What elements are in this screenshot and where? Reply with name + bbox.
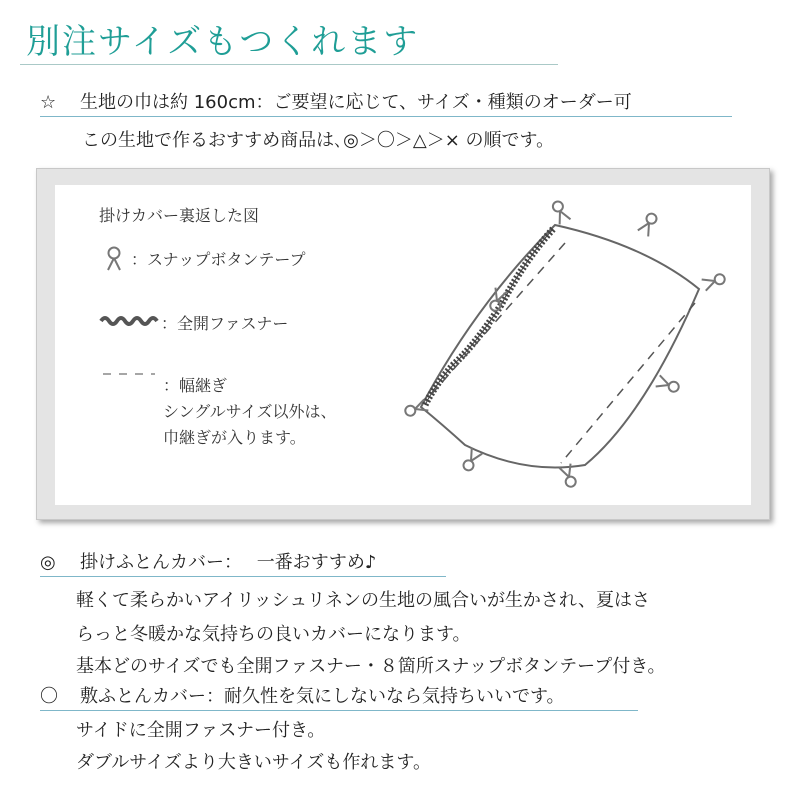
snap-button-icon <box>638 211 659 236</box>
item-heading-text-2: 敷ふとんカバー：耐久性を気にしないなら気持ちいいです。 <box>80 686 565 707</box>
duvet-cover-illustration <box>55 185 751 505</box>
intro-underline <box>40 116 732 117</box>
intro-line-2: この生地で作るおすすめ商品は､◎＞〇＞△＞× の順です。 <box>82 130 555 151</box>
item-text: サイドに全開ファスナー付き。 <box>76 720 326 741</box>
item-heading-1 <box>40 548 376 574</box>
diagram-canvas <box>55 185 751 505</box>
snap-button-icon <box>550 199 570 224</box>
seam-note-line-2: 巾継ぎが入ります。 <box>163 428 306 447</box>
star-icon: ☆ <box>40 92 57 113</box>
item-text: 基本どのサイズでも全開ファスナー・８箇所スナップボタンテープ付き。 <box>76 656 666 677</box>
item-text: らっと冬暖かな気持ちの良いカバーになります。 <box>76 624 471 645</box>
cover-outline <box>421 225 699 468</box>
zipper-legend-label: ：全開ファスナー <box>161 314 289 333</box>
item-underline-2 <box>40 710 638 711</box>
title-divider <box>20 64 558 65</box>
item-text: ダブルサイズより大きいサイズも作れます。 <box>76 752 431 773</box>
page-title: 別注サイズもつくれます <box>26 22 420 62</box>
snap-button-icon <box>656 375 681 394</box>
diagram-panel <box>36 168 770 520</box>
circle-icon: 〇 <box>40 686 58 707</box>
snap-legend-label: ：スナップボタンテープ <box>131 250 306 269</box>
item-heading-text-1: 掛けふとんカバー： 一番おすすめ♪ <box>80 552 377 573</box>
intro-line-1 <box>40 88 632 114</box>
item-underline-1 <box>40 576 446 577</box>
item-text: 軽くて柔らかいアイリッシュリネンの生地の風合いが生かされ、夏はさ <box>76 590 651 611</box>
diagram-caption: 掛けカバー裏返した図 <box>99 206 260 225</box>
seam-legend-label: ：幅継ぎ <box>163 376 228 395</box>
double-circle-icon: ◎ <box>40 552 56 573</box>
item-heading-2 <box>40 682 565 708</box>
intro-text-1: 生地の巾は約 160cm：ご要望に応じて、サイズ・種類のオーダー可 <box>80 92 632 113</box>
snap-button-icon <box>702 272 727 291</box>
seam-note-line-1: シングルサイズ以外は、 <box>163 402 337 421</box>
